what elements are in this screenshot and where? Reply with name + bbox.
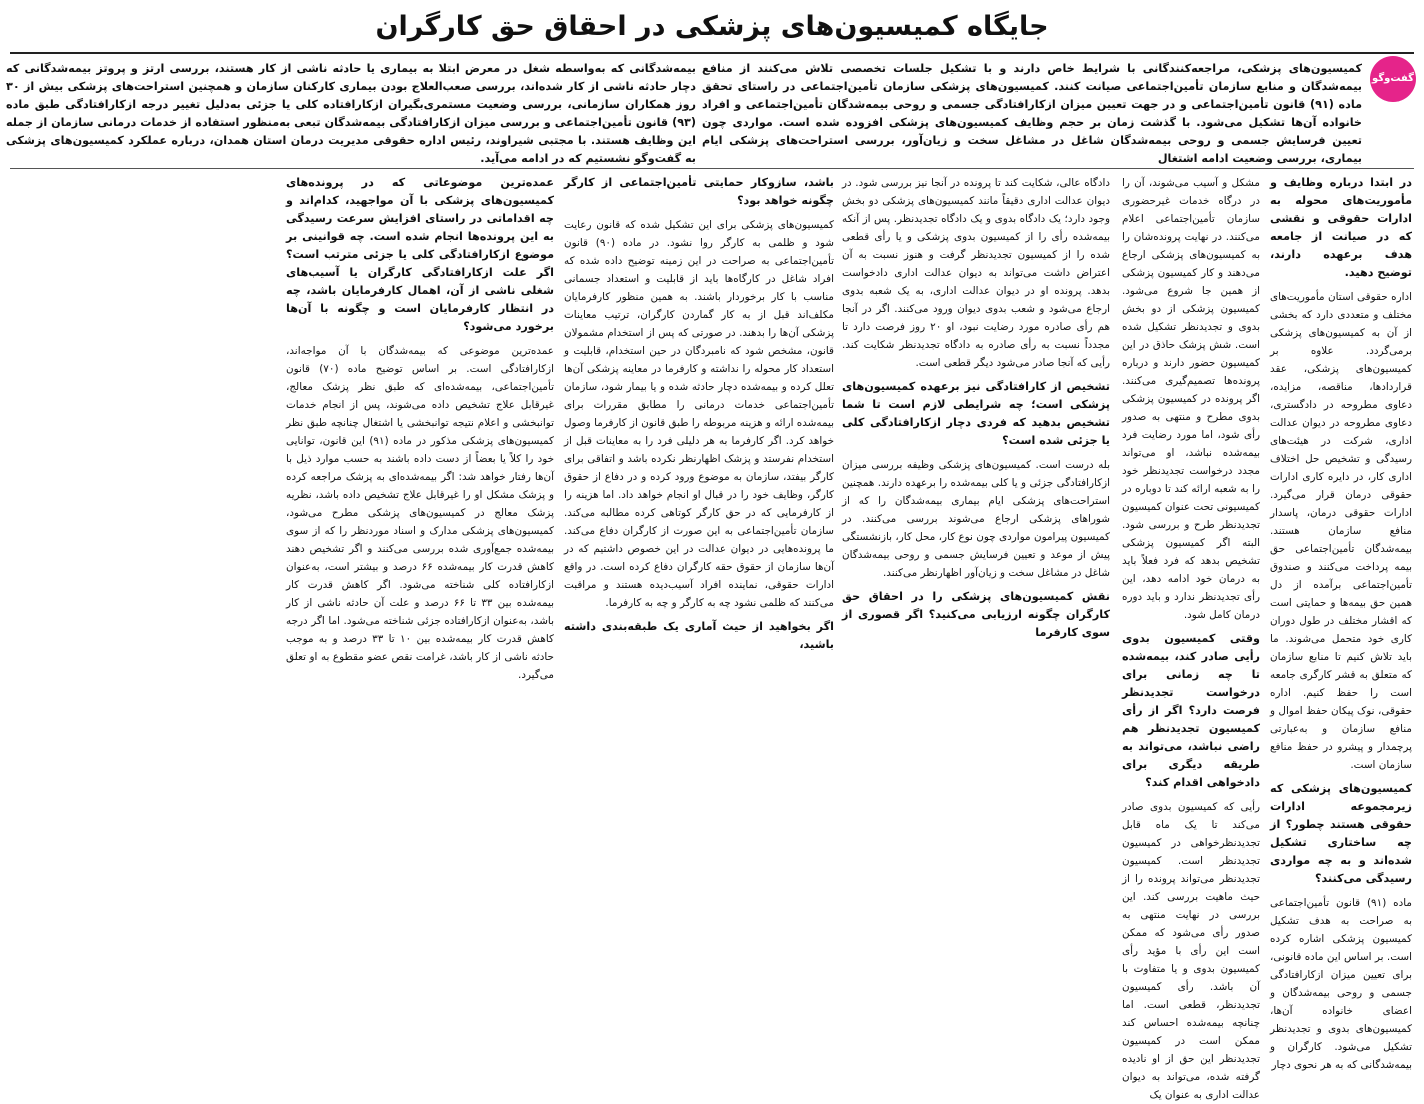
lead-paragraph-left: بیمه‌شدگانی که به‌واسطه شغل در معرض ابتلا به بیماری یا حادثه ناشی از کار هستند، بررسی ارتز و پروتز بیمه‌شدگانی که دچار حادثه ناشی از کار شده‌اند، بررسی صعب‌العلاج بودن بیماری کارکنان سازمان و همچنین استراحت‌های پزشکی بیش از ۳۰ روز همکاران سازمانی، بررسی وضعیت مستمری‌بگیران ازکارافتاده کلی یا جزئی به‌دلیل تغییر درجه ازکارافتادگی طبق ماده (۹۳) قانون تأمین‌اجتماعی و بررسی میزان ازکارافتادگی بیمه‌شدگان تبعی به‌منظور استفاده از خدمات درمانی سازمان از جمله این وظایف هستند. با مجتبی شیراوند، رئیس اداره حقوقی مدیریت درمان استان همدان، درباره عملکرد کمیسیون‌های پزشکی به گفت‌وگو نشستیم که در ادامه می‌آید. [6, 62, 696, 165]
column-5 [286, 174, 554, 734]
column-2 [1122, 174, 1260, 1101]
lead-divider [10, 168, 1414, 169]
question: وقتی کمیسیون بدوی رأیی صادر کند، بیمه‌شده تا چه زمانی برای درخواست تجدیدنظر فرصت دارد؟ اگر از رأی کمیسیون تجدیدنظر هم راضی نباشد، می‌تواند به طریقه دیگری برای دادخواهی اقدام کند؟ [1122, 632, 1260, 789]
question: تشخیص از کارافتادگی نیز برعهده کمیسیون‌های پزشکی است؛ چه شرایطی لازم است تا شما تشخیص بدهید که فردی دچار ازکارافتادگی کلی یا جزئی شده است؟ [842, 380, 1110, 447]
question: عمده‌ترین موضوعاتی که در پرونده‌های کمیسیون‌های پزشکی با آن مواجهید، کدام‌اند و چه اقداماتی در راستای افزایش سرعت رسیدگی به این پرونده‌ها انجام شده است. چه قوانینی بر موضوع ازکارافتادگی کلی یا جزئی مترتب است؟ اگر علت ازکارافتادگی کارگران یا آسیب‌های شغلی ناشی از آن، اهمال کارفرمایان باشد، چه در انتظار کارفرمایان است و چگونه با آن‌ها برخورد می‌شود؟ [286, 176, 554, 333]
answer: بله درست است. کمیسیون‌های پزشکی وظیفه بررسی میزان ازکارافتادگی جزئی و یا کلی بیمه‌شده را برعهده دارند. همچنین استراحت‌های پزشکی ایام بیماری بیمه‌شدگان را که از شوراهای پزشکی ارجاع می‌شوند بررسی می‌کنند. در کمیسیون پیرامون مواردی چون نوع کار، محل کار، بازنشستگی پیش از موعد و تعیین فرسایش جسمی و روحی بیمه‌شدگان شاغل در مشاغل سخت و زیان‌آور اظهارنظر می‌کنند. [842, 459, 1110, 579]
column-4 [564, 174, 834, 734]
question: اگر بخواهید از حیث آماری یک طبقه‌بندی داشته باشید، [564, 620, 834, 651]
column-3 [842, 174, 1110, 734]
title-divider [10, 52, 1414, 54]
answer: رأیی که کمیسیون بدوی صادر می‌کند تا یک ماه قابل تجدیدنظرخواهی در کمیسیون تجدیدنظر است. کمیسیون تجدیدنظر می‌تواند پرونده را از حیث ماهیت بررسی کند. این بررسی در نهایت منتهی به صدور رأی می‌شود که ممکن است این رأی با مؤید رأی کمیسیون بدوی و یا متفاوت با آن باشد. رأی کمیسیون تجدیدنظر، قطعی است. اما چنانچه بیمه‌شده احساس کند ممکن است در کمیسیون تجدیدنظر این حق از او نادیده گرفته شده، می‌تواند به دیوان عدالت اداری به عنوان یک [1122, 801, 1260, 1101]
question: در ابتدا درباره وظایف و مأموریت‌های محوله به ادارات حقوقی و نقشی که در صیانت از جامعه هدف برعهده دارند، توضیح دهید. [1270, 176, 1412, 279]
lead-paragraph-right: کمیسیون‌های پزشکی، مراجعه‌کنندگانی با شرایط خاص دارند و با تشکیل جلسات تخصصی تلاش می‌کنند از منافع بیمه‌شدگان و منابع سازمان تأمین‌اجتماعی صیانت کنند. کمیسیون‌های پزشکی سازمان تأمین‌اجتماعی در راستای تحقق ماده (۹۱) قانون تأمین‌اجتماعی و در جهت تعیین میزان ازکارافتادگی جسمی و روحی بیمه‌شدگان تأمین‌اجتماعی و افراد خانواده آن‌ها تشکیل می‌شود. با گذشت زمان بر حجم وظایف کمیسیون‌های پزشکی افزوده شده است. مواردی چون تعیین فرسایش جسمی و روحی بیمه‌شدگان شاغل در مشاغل سخت و زیان‌آور، بررسی استراحت‌های پزشکی ایام بیماری، بررسی وضعیت ادامه اشتغال [702, 62, 1362, 165]
answer: ماده (۹۱) قانون تأمین‌اجتماعی به صراحت به هدف تشکیل کمیسیون پزشکی اشاره کرده است. بر اساس این ماده قانونی، برای تعیین میزان ازکارافتادگی جسمی و روحی بیمه‌شدگان و اعضای خانواده آن‌ها، کمیسیون‌های بدوی و تجدیدنظر تشکیل می‌شود. کارگران و بیمه‌شدگانی که به هر نحوی دچار [1270, 897, 1412, 1071]
interview-badge: گفت‌وگو [1370, 56, 1416, 102]
answer: اداره حقوقی استان مأموریت‌های مختلف و متعددی دارد که بخشی از آن به کمیسیون‌های پزشکی برمی‌گردد. علاوه بر کمیسیون‌های پزشکی، عقد قراردادها، مناقصه، مزایده، دعاوی مطروحه در دادگستری، دعاوی مطروحه در دیوان عدالت اداری، شرکت در هیئت‌های رسیدگی و تشخیص حل اختلاف اداری کار، در دایره کاری ادارات حقوقی درمان قرار می‌گیرد. ادارات حقوقی درمان، پاسدار منافع سازمان هستند. بیمه‌شدگان تأمین‌اجتماعی حق بیمه پرداخت می‌کنند و صندوق تأمین‌اجتماعی برآمده از دل همین حق بیمه‌ها و حمایتی است که اقشار مختلف در طول دوران کاری خود متحمل می‌شوند. ما باید تلاش کنیم تا منابع سازمان که متعلق به قشر کارگری جامعه است را حفظ کنیم. اداره حقوقی، نوک پیکان حفظ اموال و منافع سازمان و به‌عبارتی پرچمدار و پیشرو در حفظ منافع سازمان است. [1270, 291, 1412, 771]
question: کمیسیون‌های پزشکی که زیرمجموعه ادارات حقوقی هستند چطور؟ از چه ساختاری تشکیل شده‌اند و به چه مواردی رسیدگی می‌کنند؟ [1270, 782, 1412, 885]
column-1 [1270, 174, 1412, 1071]
article-title: جایگاه کمیسیون‌های پزشکی در احقاق حق کارگران [375, 11, 1049, 42]
question: نقش کمیسیون‌های پزشکی را در احقاق حق کارگران چگونه ارزیابی می‌کنید؟ اگر قصوری از سوی کارفرما [842, 590, 1110, 639]
answer: عمده‌ترین موضوعی که بیمه‌شدگان با آن مواجه‌اند، ازکارافتادگی است. بر اساس توضیح ماده (۷۰) قانون تأمین‌اجتماعی، بیمه‌شده‌ای که طبق نظر پزشک معالج، غیرقابل علاج تشخیص داده می‌شوند، پس از انجام خدمات توانبخشی و اعلام نتیجه توانبخشی یا اشتغال چنانچه طبق نظر کمیسیون‌های پزشکی مذکور در ماده (۹۱) این قانون، توانایی خود را کلاً یا بعضاً از دست داده باشند به حسب موارد ذیل با آن‌ها رفتار خواهد شد: اگر بیمه‌شده‌ای به پزشک مراجعه کرده و پزشک مشکل او را غیرقابل علاج تشخیص داده باشد، نظریه پزشک معالج در کمیسیون‌های پزشکی مطرح می‌شود، کمیسیون‌های پزشکی مدارک و اسناد موردنظر را که از سوی بیمه‌شده جمع‌آوری شده بررسی می‌کنند و اگر تشخیص دهند کاهش قدرت کار بیمه‌شده ۶۶ درصد و بیشتر است، به‌عنوان ازکارافتاده کلی شناخته می‌شود. اگر کاهش قدرت کار بیمه‌شده بین ۳۳ تا ۶۶ درصد و علت آن حادثه ناشی از کار باشد، به‌عنوان ازکارافتاده جزئی شناخته می‌شود. اما اگر درجه کاهش قدرت کار بیمه‌شده بین ۱۰ تا ۳۳ درصد و به موجب حادثه ناشی از کار باشد، غرامت نقص عضو مقطوع به او تعلق می‌گیرد. [286, 345, 554, 681]
answer: مشکل و آسیب می‌شوند، آن را در درگاه خدمات غیرحضوری سازمان تأمین‌اجتماعی اعلام می‌کنند. در نهایت پرونده‌شان را به کمیسیون‌های پزشکی ارجاع می‌دهند و کار کمیسیون پزشکی از همین جا شروع می‌شود. کمیسیون پزشکی از دو بخش بدوی و تجدیدنظر تشکیل شده است. شش پزشک حاذق در این کمیسیون حضور دارند و درباره پرونده‌ها تصمیم‌گیری می‌کنند. اگر پرونده در کمیسیون پزشکی بدوی مطرح و منتهی به صدور رأی شود، اما مورد رضایت فرد بیمه‌شده نباشد، او می‌تواند مجدد درخواست تجدیدنظر خود را به شعبه ارائه کند تا دوباره در کمیسیونی تحت عنوان کمیسیون تجدیدنظر طرح و بررسی شود. البته اگر کمیسیون پزشکی تشخیص بدهد که فرد فعلاً باید به درمان خود ادامه دهد، این رأی تجدیدنظر ندارد و باید دوره درمان کامل شود. [1122, 177, 1260, 621]
question: باشد، سازوکار حمایتی تأمین‌اجتماعی از کارگر چگونه خواهد بود؟ [564, 176, 834, 207]
answer: کمیسیون‌های پزشکی برای این تشکیل شده که قانون رعایت شود و ظلمی به کارگر روا نشود. در ماده (۹۰) قانون تأمین‌اجتماعی به صراحت در این زمینه توضیح داده شده که افراد شاغل در کارگاه‌ها باید از قابلیت و استعداد جسمانی مناسب با کار برخوردار باشند. به همین منظور کارفرمایان مکلف‌اند قبل از به کار گماردن کارگران، ترتیب معاینات پزشکی آن‌ها را بدهند. در صورتی که پس از استخدام مشمولان قانون، مشخص شود که نامبردگان در حین استخدام، قابلیت و استعداد کار محوله را نداشته و کارفرما در معاینه پزشکی آن‌ها تعلل کرده و بیمه‌شده دچار حادثه شده و یا بیمار شود، سازمان تأمین‌اجتماعی خدمات درمانی را مطابق مقررات برای بیمه‌شده ارائه و هزینه مربوطه را طبق قانون از کارفرما وصول خواهد کرد. اگر کارفرما به هر دلیلی فرد را به معاینات قبل از استخدام نفرستد و پزشک اظهارنظر نکرده باشد و اتفاقی برای کارگر بیفتد، سازمان به موضوع ورود کرده و در دفاع از حقوق کارگر، وظایف خود را در قبال او انجام خواهد داد. اما هزینه را از کارفرمایی که در حق کارگر کوتاهی کرده مطالبه می‌کند. سازمان تأمین‌اجتماعی به این صورت از کارگران دفاع می‌کند. ما پرونده‌هایی در دیوان عدالت در این خصوص داشتیم که در آن‌ها سازمان از حقوق حقه کارگران دفاع کرده است. در واقع ادارات حقوقی، نماینده افراد آسیب‌دیده هستند و مراقبت می‌کنند که ظلمی نشود چه به کارگر و چه به کارفرما. [564, 219, 834, 609]
answer: دادگاه عالی، شکایت کند تا پرونده در آنجا نیز بررسی شود. در دیوان عدالت اداری دقیقاً مانند کمیسیون‌های پزشکی دو بخش وجود دارد؛ یک دادگاه بدوی و یک دادگاه تجدیدنظر. پس از آنکه بیمه‌شده رأی را از کمیسیون بدوی پزشکی و یا رأی قطعی شده را از کمیسیون تجدیدنظر گرفت و هنوز نسبت به آن اعتراض داشت می‌تواند به دیوان عدالت اداری دادخواست بدهد. پرونده او در دیوان عدالت اداری، به یک شعبه بدوی ارجاع می‌شود و شعب بدوی دیوان ورود می‌کنند. اگر در آنجا هم رأی صادره مورد رضایت نبود، او ۲۰ روز فرصت دارد تا مجدداً نسبت به رأی صادره به دادگاه تجدیدنظر شکایت کند. رأیی که آنجا صادر می‌شود دیگر قطعی است. [842, 177, 1110, 369]
